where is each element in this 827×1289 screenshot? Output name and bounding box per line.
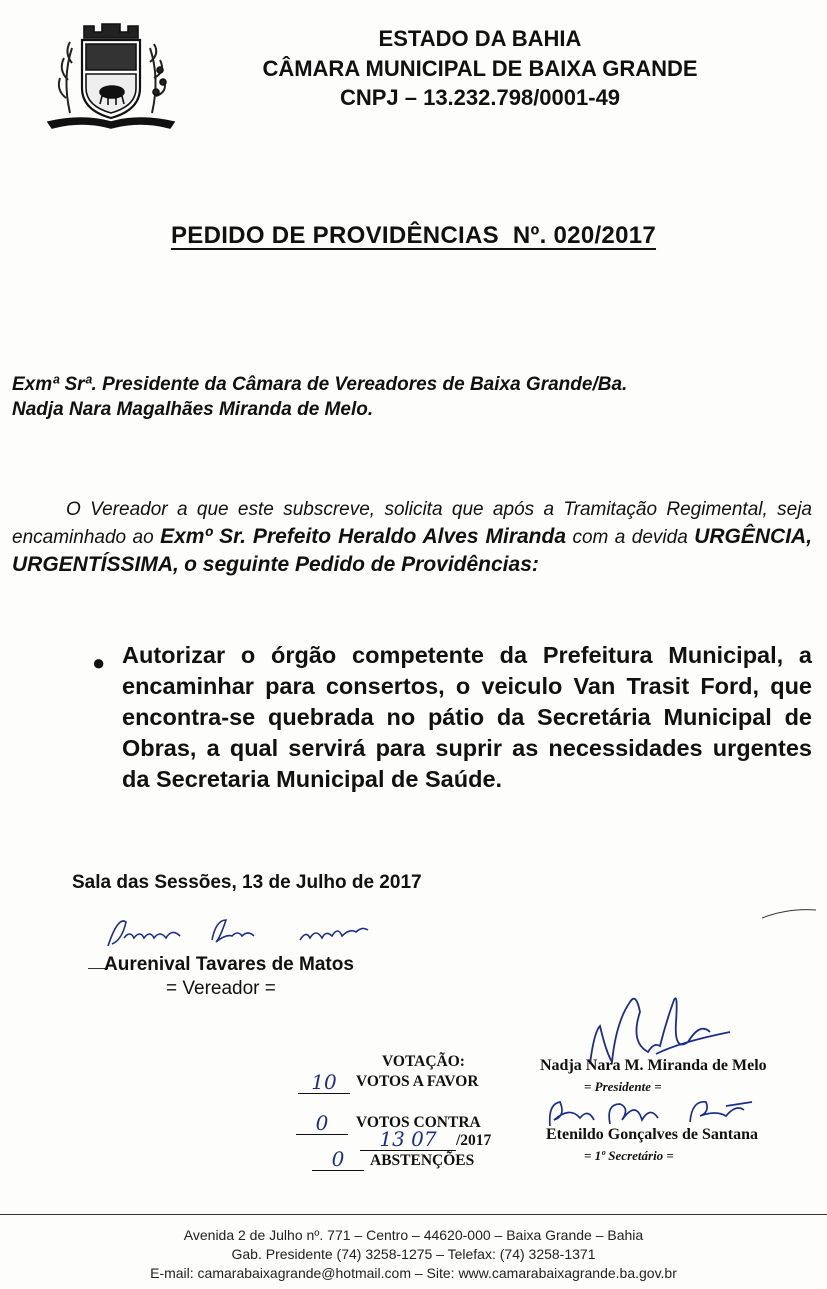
bullet-icon: ●	[92, 650, 106, 675]
body-urgency: URGÊNCIA, URGENTÍSSIMA,	[12, 525, 813, 576]
document-title: PEDIDO DE PROVIDÊNCIAS Nº. 020/2017	[170, 222, 657, 249]
body-end: o seguinte Pedido de Providências:	[184, 553, 539, 576]
addressee-line-2: Nadja Nara Magalhães Miranda de Melo.	[12, 399, 374, 420]
request-text: Autorizar o órgão competente da Prefeitura Municipal, a encaminhar para consertos, o veiculo Van Trasit Ford, que encontra-se quebrada no pátio da Secretária Municipal de Obras, a qual servirá para suprir as necessidades urgentes da Secretaria Municipal de Saúde.	[122, 642, 812, 792]
author-signature	[100, 910, 410, 955]
chamber-name: CÂMARA MUNICIPAL DE BAIXA GRANDE	[262, 56, 698, 81]
coat-of-arms-icon	[42, 18, 180, 130]
margin-stroke	[760, 906, 820, 922]
footer-address: Avenida 2 de Julho nº. 771 – Centro – 44620-000 – Baixa Grande – Bahia	[183, 1227, 644, 1243]
author-name: Aurenival Tavares de Matos	[104, 954, 354, 975]
footer-phones: Gab. Presidente (74) 3258-1275 – Telefax: (74) 3258-1371	[231, 1246, 596, 1262]
abstention-label: ABSTENÇÕES	[370, 1152, 475, 1169]
body-paragraph	[12, 496, 812, 579]
footer-divider	[0, 1214, 827, 1215]
president-role: = Presidente =	[584, 1079, 662, 1094]
cnpj: CNPJ – 13.232.798/0001-49	[339, 85, 621, 110]
addressee-line-1: Exmª Srª. Presidente da Câmara de Vereadores de Baixa Grande/Ba.	[12, 374, 628, 395]
president-name: Nadja Nara M. Miranda de Melo	[540, 1057, 767, 1074]
session-date: Sala das Sessões, 13 de Julho de 2017	[72, 872, 422, 893]
voting-date-year: /2017	[456, 1132, 492, 1149]
footer-contact: E-mail: camarabaixagrande@hotmail.com – Site: www.camarabaixagrande.ba.gov.br	[150, 1265, 677, 1281]
state-name: ESTADO DA BAHIA	[378, 26, 582, 51]
votes-favor-count: 10	[298, 1071, 350, 1094]
votes-contra-count: 0	[296, 1112, 348, 1135]
body-intro: O Vereador a que este subscreve, solicita que após a Tramitação Regimental, seja encaminhado ao	[12, 499, 812, 548]
voting-date-handwritten: 13 07	[360, 1128, 456, 1151]
author-role: = Vereador =	[166, 978, 276, 999]
body-middle: com a devida	[572, 527, 688, 548]
abstention-count: 0	[312, 1148, 364, 1171]
voting-heading: VOTAÇÃO:	[382, 1053, 465, 1070]
secretary-name: Etenildo Gonçalves de Santana	[546, 1126, 759, 1143]
votes-contra-label: VOTOS CONTRA	[356, 1114, 481, 1131]
body-recipient: Exmº Sr. Prefeito Heraldo Alves Miranda	[160, 525, 567, 548]
votes-favor-label: VOTOS A FAVOR	[356, 1073, 479, 1090]
secretary-role: = 1º Secretário =	[584, 1148, 674, 1163]
